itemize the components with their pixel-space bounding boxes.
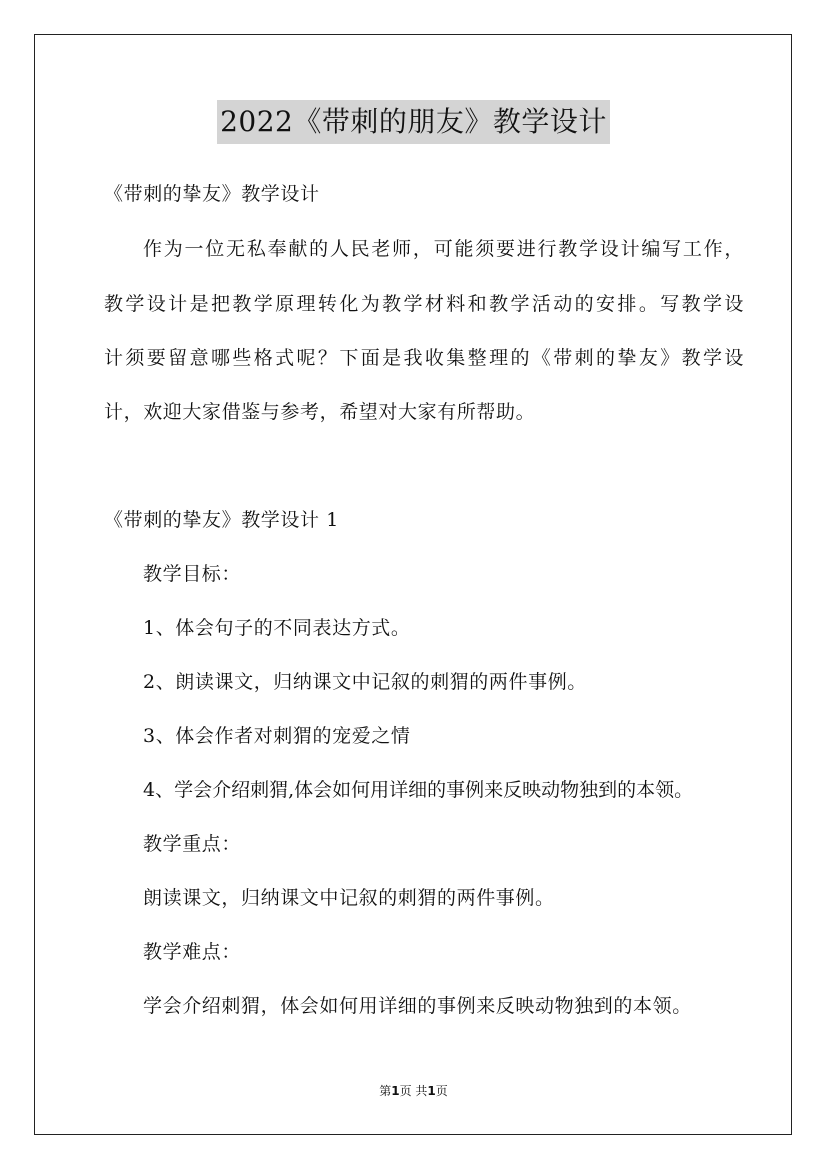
document-title: 2022《带刺的朋友》教学设计 [217,100,610,144]
footer-page-prefix: 第 [379,1084,392,1098]
section-heading-1: 《带刺的挚友》教学设计 1 [104,509,339,531]
difficulties-text: 学会介绍刺猬，体会如何用详细的事例来反映动物独到的本领。 [143,995,692,1017]
title-container [0,100,827,144]
goals-label: 教学目标： [143,563,242,585]
difficulties-label: 教学难点： [143,941,242,963]
section-heading: 《带刺的挚友》教学设计 [104,183,320,205]
goal-item-4: 4、学会介绍刺猬,体会如何用详细的事例来反映动物独到的本领。 [143,779,694,801]
goal-item-3: 3、体会作者对刺猬的宠爱之情 [143,725,411,747]
footer-page-current: 1 [391,1084,400,1098]
intro-line-2: 教学设计是把教学原理转化为教学材料和教学活动的安排。写教学设 [104,293,744,315]
intro-line-4: 计，欢迎大家借鉴与参考，希望对大家有所帮助。 [104,401,536,423]
intro-line-3: 计须要留意哪些格式呢？下面是我收集整理的《带刺的挚友》教学设 [104,347,744,369]
footer-page-total: 1 [427,1084,436,1098]
footer-page-suffix: 页 [435,1084,448,1098]
footer-page-mid: 页 共 [399,1084,428,1098]
key-points-text: 朗读课文，归纳课文中记叙的刺猬的两件事例。 [143,887,555,909]
key-points-label: 教学重点： [143,833,242,855]
intro-line-1: 作为一位无私奉献的人民老师，可能须要进行教学设计编写工作， [143,238,744,260]
goal-item-2: 2、朗读课文，归纳课文中记叙的刺猬的两件事例。 [143,671,587,693]
goal-item-1: 1、体会句子的不同表达方式。 [143,617,411,639]
page-footer [0,1082,827,1100]
